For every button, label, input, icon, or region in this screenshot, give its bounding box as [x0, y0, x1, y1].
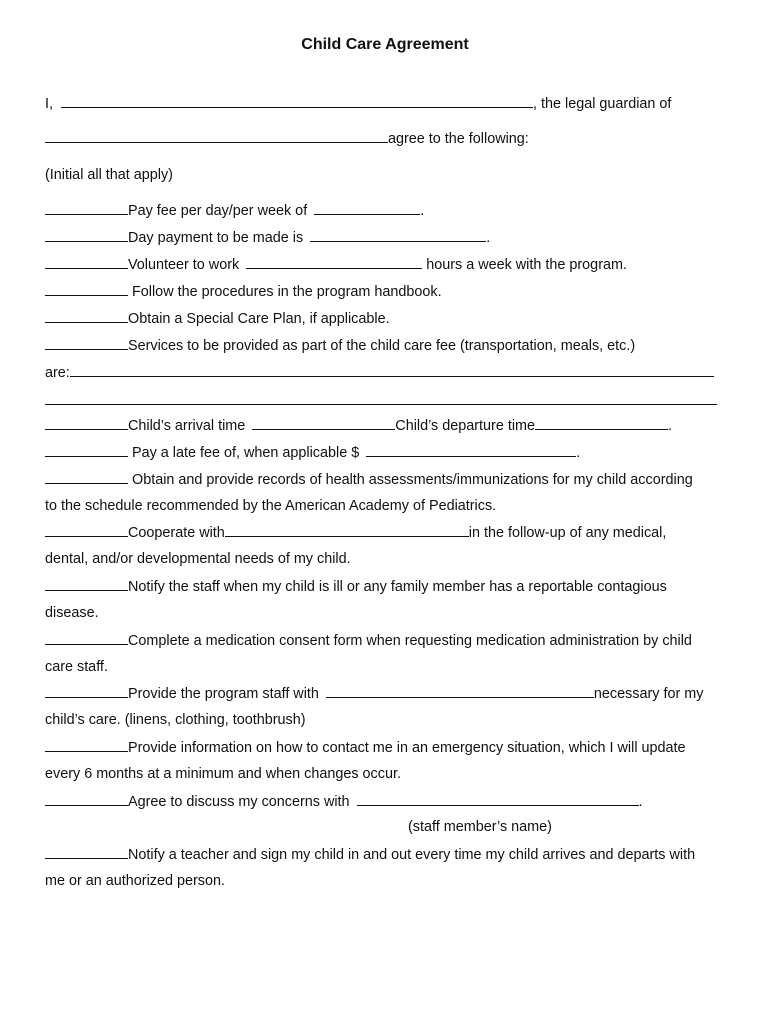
period: .	[420, 203, 425, 219]
volunteer-label: Volunteer to work	[128, 257, 240, 273]
follow-procedures-item	[45, 283, 442, 301]
initial-field[interactable]	[45, 739, 128, 752]
cooperate-followup-text: in the follow-up of any medical,	[468, 525, 667, 541]
departure-label: Child’s departure time	[395, 418, 536, 434]
notify-ill-line2: disease.	[45, 605, 99, 621]
concerns-label: Agree to discuss my concerns with	[128, 794, 350, 810]
period: .	[576, 445, 581, 461]
concerns-item	[45, 793, 643, 811]
volunteer-hours-field[interactable]	[246, 256, 422, 269]
notify-ill-item	[45, 578, 667, 596]
late-fee-item	[45, 444, 580, 462]
provide-staff-necessary-text: necessary for my	[593, 686, 704, 702]
late-fee-amount-field[interactable]	[366, 444, 576, 457]
volunteer-item	[45, 256, 627, 274]
child-name-field[interactable]	[45, 130, 388, 143]
services-item	[45, 337, 635, 355]
initial-field[interactable]	[45, 444, 128, 457]
cooperate-line2: dental, and/or developmental needs of my child.	[45, 551, 351, 567]
provide-staff-line2: child’s care. (linens, clothing, toothbrush)	[45, 712, 306, 728]
notify-teacher-line2: me or an authorized person.	[45, 873, 225, 889]
special-care-label: Obtain a Special Care Plan, if applicable.	[128, 311, 390, 327]
contact-item	[45, 739, 686, 757]
health-records-label: Obtain and provide records of health assessments/immunizations for my child according	[128, 472, 693, 488]
i-prefix: I,	[45, 96, 53, 112]
health-records-line2: to the schedule recommended by the American Academy of Pediatrics.	[45, 498, 497, 514]
arrival-label: Child’s arrival time	[128, 418, 246, 434]
staff-name-caption: (staff member’s name)	[408, 819, 552, 835]
initial-field[interactable]	[45, 685, 128, 698]
initial-field[interactable]	[45, 283, 128, 296]
follow-procedures-label: Follow the procedures in the program handbook.	[128, 284, 442, 300]
initial-field[interactable]	[45, 793, 128, 806]
provide-staff-label: Provide the program staff with	[128, 686, 319, 702]
notify-ill-label: Notify the staff when my child is ill or any family member has a reportable contagious	[128, 579, 667, 595]
period: .	[486, 230, 491, 246]
departure-time-field[interactable]	[535, 417, 668, 430]
legal-guardian-text: , the legal guardian of	[533, 96, 672, 112]
health-records-item	[45, 471, 693, 489]
notify-teacher-label: Notify a teacher and sign my child in and out every time my child arrives and departs with	[128, 847, 696, 863]
initial-field[interactable]	[45, 417, 128, 430]
payment-day-field[interactable]	[310, 229, 486, 242]
contact-line2: every 6 months at a minimum and when changes occur.	[45, 766, 401, 782]
volunteer-hours-text: hours a week with the program.	[426, 257, 627, 273]
pay-fee-item	[45, 202, 424, 220]
initial-field[interactable]	[45, 310, 128, 323]
are-label: are:	[45, 365, 70, 381]
day-payment-item	[45, 229, 490, 247]
initial-field[interactable]	[45, 337, 128, 350]
day-payment-label: Day payment to be made is	[128, 230, 304, 246]
initial-field[interactable]	[45, 256, 128, 269]
initial-field[interactable]	[45, 632, 128, 645]
provide-items-field[interactable]	[326, 685, 594, 698]
provide-staff-item	[45, 685, 703, 703]
guardian-line	[45, 95, 671, 113]
services-label: Services to be provided as part of the child care fee (transportation, meals, etc.)	[128, 338, 636, 354]
services-description-field-2[interactable]	[45, 404, 717, 405]
pay-fee-label: Pay fee per day/per week of	[128, 203, 308, 219]
arrival-time-field[interactable]	[252, 417, 395, 430]
are-line	[45, 364, 714, 382]
cooperate-with-field[interactable]	[225, 524, 469, 537]
guardian-name-field[interactable]	[61, 95, 533, 108]
fee-amount-field[interactable]	[314, 202, 420, 215]
special-care-item	[45, 310, 390, 328]
initial-field[interactable]	[45, 846, 128, 859]
period: .	[638, 794, 643, 810]
staff-member-name-field[interactable]	[357, 793, 639, 806]
cooperate-item	[45, 524, 666, 542]
medication-label: Complete a medication consent form when requesting medication administration by child	[128, 633, 692, 649]
initial-field[interactable]	[45, 524, 128, 537]
services-description-field[interactable]	[70, 364, 714, 377]
initial-note: (Initial all that apply)	[45, 167, 173, 183]
document-title: Child Care Agreement	[301, 36, 469, 53]
medication-item	[45, 632, 692, 650]
initial-field[interactable]	[45, 229, 128, 242]
late-fee-label: Pay a late fee of, when applicable $	[128, 445, 360, 461]
child-name-line	[45, 130, 529, 148]
arrival-departure-item	[45, 417, 672, 435]
initial-field[interactable]	[45, 202, 128, 215]
period: .	[668, 418, 673, 434]
agree-text: agree to the following:	[388, 131, 529, 147]
initial-field[interactable]	[45, 578, 128, 591]
notify-teacher-item	[45, 846, 695, 864]
cooperate-label: Cooperate with	[128, 525, 225, 541]
initial-field[interactable]	[45, 471, 128, 484]
contact-label: Provide information on how to contact me in an emergency situation, which I will update	[128, 740, 686, 756]
medication-line2: care staff.	[45, 659, 108, 675]
